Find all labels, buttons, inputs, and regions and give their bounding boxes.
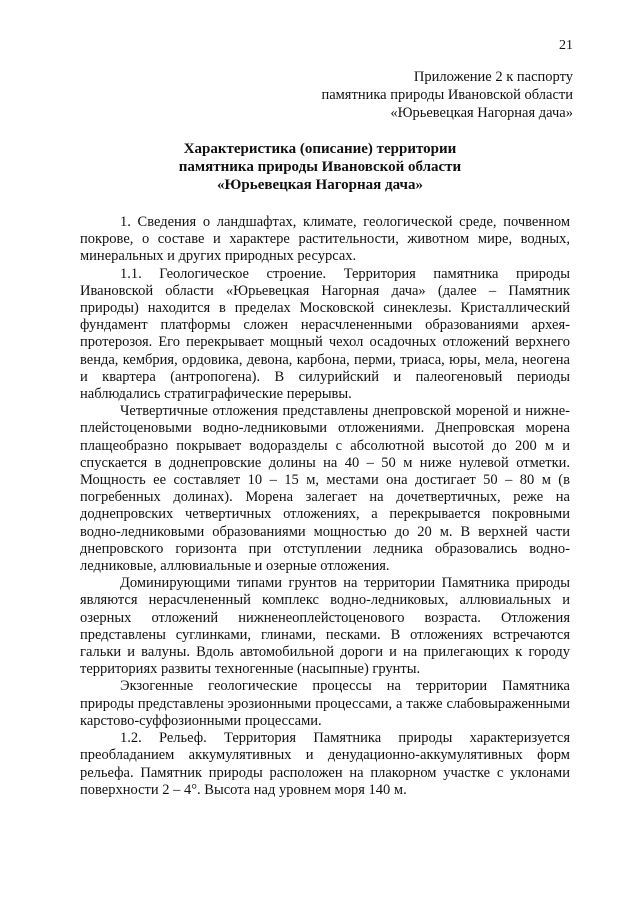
paragraph-soils: Доминирующими типами грунтов на территории Памятника природы являются нерасчлененный комплекс водно-ледниковых, аллювиальных и озерных отложений нижненеоплейстоценового возраста. Отложения представлены суглинками, глинами, песками. В отложениях встречаются гальки и валуны. Вдоль автомобильной дороги и на прилегающих к городу территориях развиты техногенные (насыпные) грунты. <box>80 575 570 678</box>
paragraph-relief: 1.2. Рельеф. Территория Памятника природы характеризуется преобладанием аккумулятивных и денудационно-аккумулятивных форм рельефа. Памятник природы расположен на плакорном участке с уклонами поверхности 2 – 4°. Высота над уровнем моря 140 м. <box>80 730 570 798</box>
title-line: «Юрьевецкая Нагорная дача» <box>217 177 423 193</box>
document-title <box>80 140 560 194</box>
title-line: памятника природы Ивановской области <box>178 159 462 175</box>
paragraph-geology: 1.1. Геологическое строение. Территория памятника природы Ивановской области «Юрьевецкая Нагорная дача» (далее – Памятник природы) находится в пределах Московской синеклезы. Кристаллический фундамент платформы сложен нерасчлененными образованиями архея-протерозоя. Его перекрывает мощный чехол осадочных отложений верхнего венда, кембрия, ордовика, девона, карбона, перми, триаса, юры, мела, неогена и квартера (антропогена). В силурийский и палеогеновый периоды наблюдались стратиграфические перерывы. <box>80 265 570 403</box>
paragraph-landscape-intro: 1. Сведения о ландшафтах, климате, геологической среде, почвенном покрове, о составе и характере растительности, животном мире, водных, минеральных и других природных ресурсах. <box>80 214 570 265</box>
page-number: 21 <box>559 38 573 53</box>
paragraph-quaternary-deposits: Четвертичные отложения представлены днепровской мореной и нижне-плейстоценовыми водно-ледниковыми отложениями. Днепровская морена плащеобразно покрывает водоразделы с абсолютной высотой до 200 м и спускается в доднепровские долины на 40 – 50 м ниже нулевой отметки. Мощность ее составляет 10 – 15 м, местами она достигает 50 – 80 м (в погребенных долинах). Морена залегает на дочетвертичных, реже на доднепровских четвертичных отложениях, а перекрывается покровными водно-ледниковыми образованиями мощностью до 20 м. В верхней части днепровского горизонта при отступлении ледника образовались водно-ледниковые, аллювиальные и озерные отложения. <box>80 403 570 575</box>
appendix-line: Приложение 2 к паспорту <box>413 69 573 85</box>
appendix-line: памятника природы Ивановской области <box>321 87 573 103</box>
document-body <box>80 214 570 799</box>
appendix-header <box>193 68 573 122</box>
appendix-line: «Юрьевецкая Нагорная дача» <box>390 105 573 121</box>
paragraph-exogenous-processes: Экзогенные геологические процессы на территории Памятника природы представлены эрозионными процессами, а также слабовыраженными карстово-суффозионными процессами. <box>80 678 570 729</box>
title-line: Характеристика (описание) территории <box>183 141 457 157</box>
